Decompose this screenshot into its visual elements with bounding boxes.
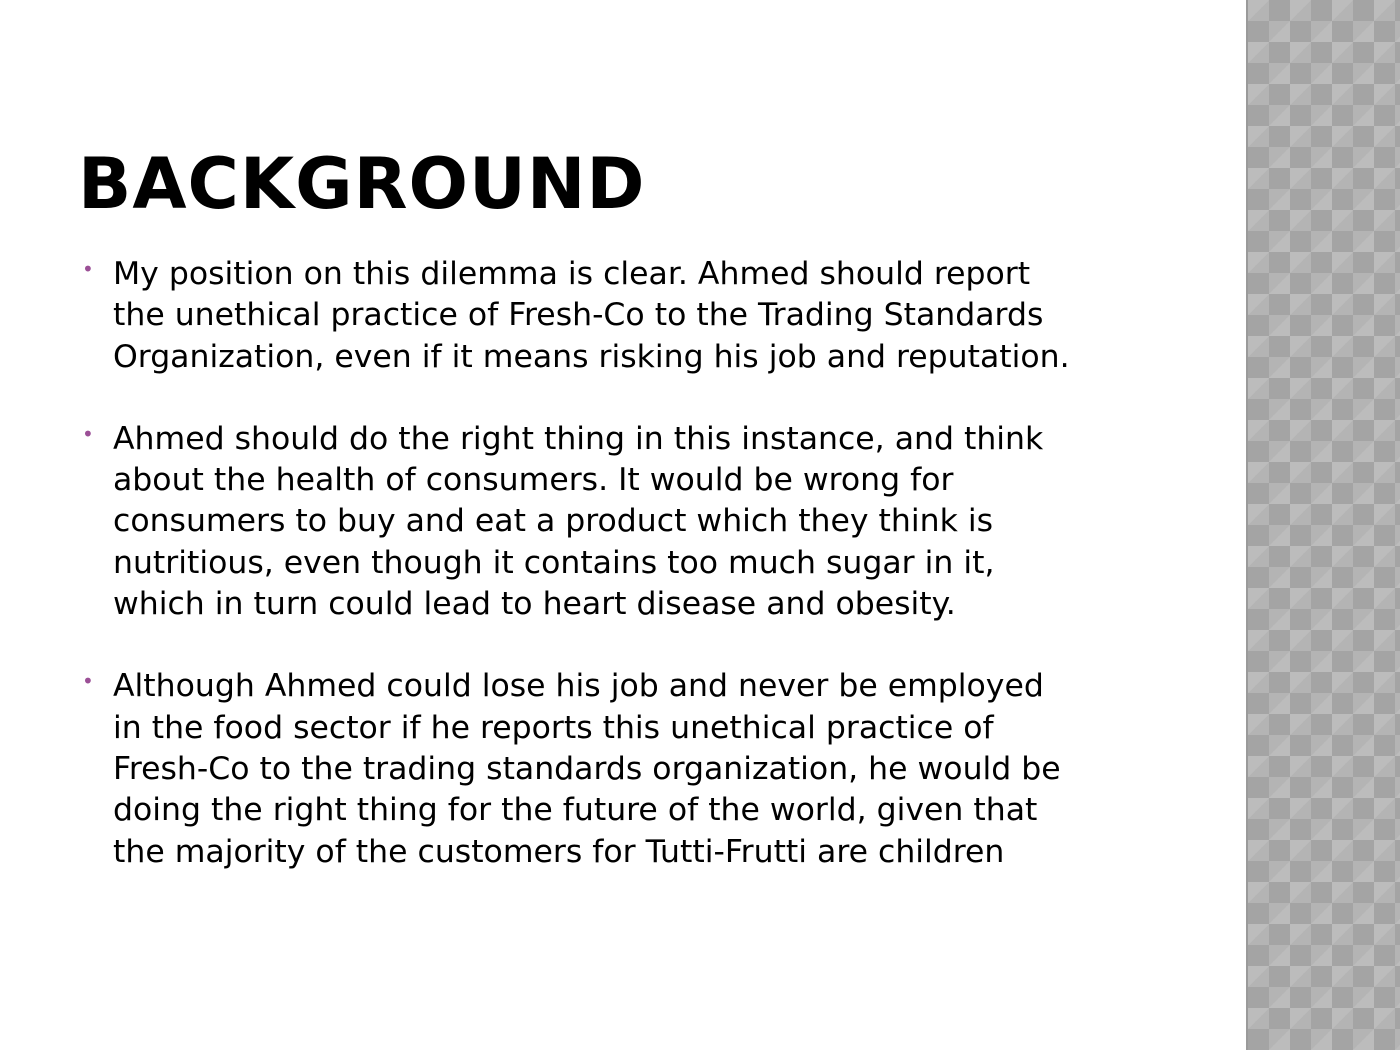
decorative-side-panel (1248, 0, 1400, 1050)
bullet-text: My position on this dilemma is clear. Ahmed should report the unethical practice of Fresh-Co to the Trading Standards Organization, even if it means risking his job and reputation. (113, 256, 1070, 375)
bullet-marker: • (82, 257, 94, 281)
bullet-item (82, 254, 1172, 378)
bullet-text: Although Ahmed could lose his job and never be employed in the food sector if he reports this unethical practice of Fresh-Co to the trading standards organization, he would be doing the right thing for the future of the world, given that the majority of the customers for Tutti-Frutti are children (113, 668, 1061, 870)
bullet-marker: • (82, 421, 94, 446)
bullet-list (82, 254, 1172, 914)
bullet-item (82, 419, 1172, 625)
bullet-text: Ahmed should do the right thing in this instance, and think about the health of consumers. It would be wrong for consumers to buy and eat a product which they think is nutritious, even though it contains too much sugar in it, which in turn could lead to heart disease and obesity. (113, 420, 1044, 623)
bullet-marker: • (82, 669, 94, 694)
slide-title: BACKGROUND (78, 143, 646, 225)
bullet-item (82, 666, 1172, 872)
